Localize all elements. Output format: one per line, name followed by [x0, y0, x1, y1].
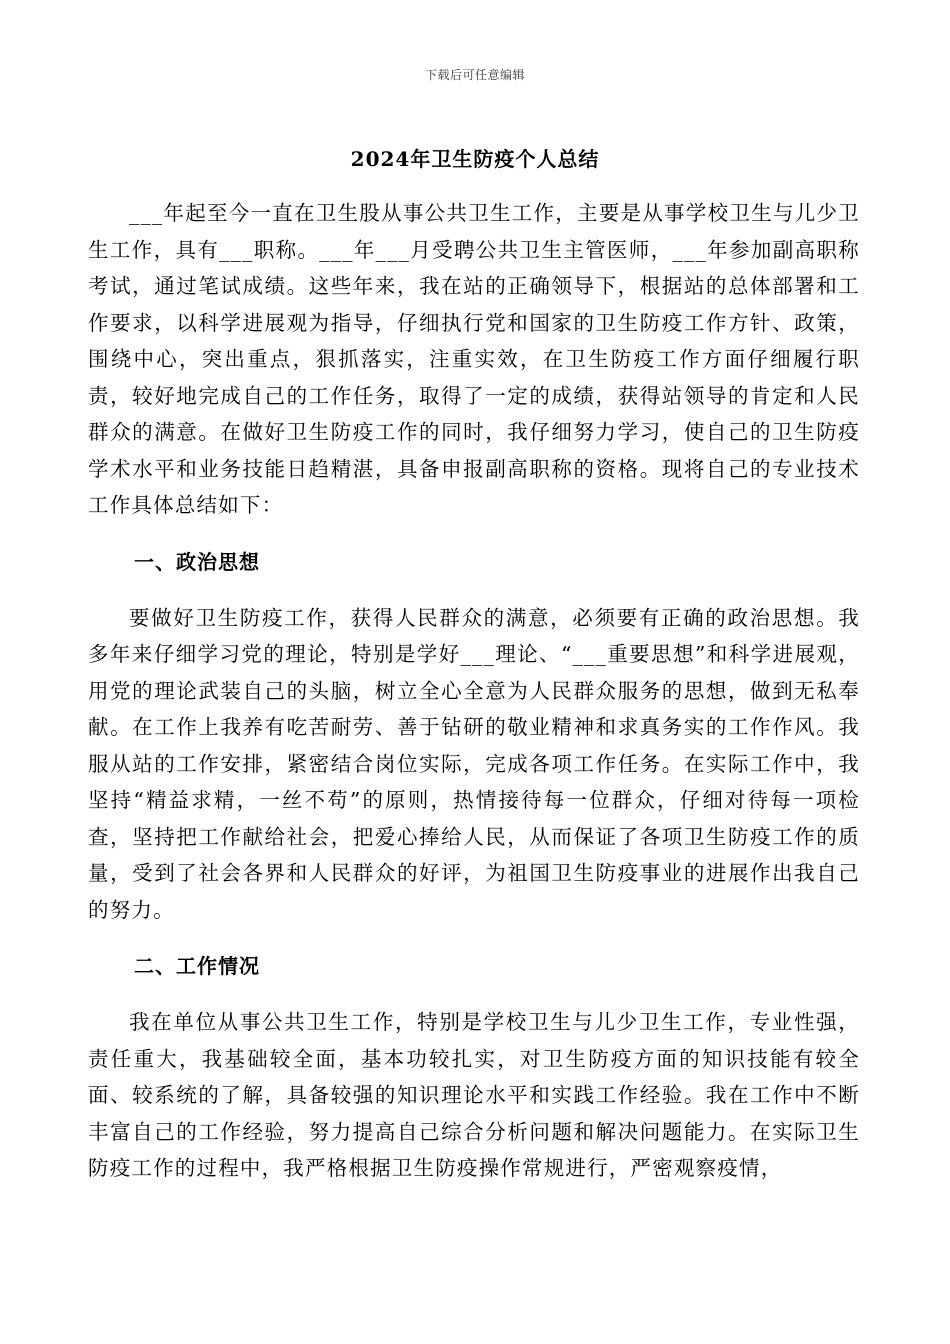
- section-heading-work: 二、工作情况: [134, 954, 260, 978]
- document-title: 2024年卫生防疫个人总结: [350, 147, 600, 171]
- intro-paragraph: ___年起至今一直在卫生股从事公共卫生工作，主要是从事学校卫生与儿少卫生工作，具有___职称。___年___月受聘公共卫生主管医师，___年参加副高职称考试，通过笔试成绩。这些年来，我在站的正确领导下，根据站的总体部署和工作要求，以科学进展观为指导，仔细执行党和国家的卫生防疫工作方针、政策，围绕中心，突出重点，狠抓落实，注重实效，在卫生防疫工作方面仔细履行职责，较好地完成自己的工作任务，取得了一定的成绩，获得站领导的肯定和人民群众的满意。在做好卫生防疫工作的同时，我仔细努力学习，使自己的卫生防疫学术水平和业务技能日趋精湛，具备申报副高职称的资格。现将自己的专业技术工作具体总结如下：: [88, 201, 860, 517]
- document-body: [88, 195, 860, 1187]
- header-note: 下载后可任意编辑: [424, 68, 525, 82]
- section-body-work: 我在单位从事公共卫生工作，特别是学校卫生与儿少卫生工作，专业性强，责任重大，我基础较全面，基本功较扎实，对卫生防疫方面的知识技能有较全面、较系统的了解，具备较强的知识理论水平和实践工作经验。我在工作中不断丰富自己的工作经验，努力提高自己综合分析问题和解决问题能力。在实际卫生防疫工作的过程中，我严格根据卫生防疫操作常规进行，严密观察疫情，: [88, 1010, 860, 1180]
- section-body-politics: 要做好卫生防疫工作，获得人民群众的满意，必须要有正确的政治思想。我多年来仔细学习党的理论，特别是学好___理论、“___重要思想”和科学进展观，用党的理论武装自己的头脑，树立全心全意为人民群众服务的思想，做到无私奉献。在工作上我养有吃苦耐劳、善于钻研的敬业精神和求真务实的工作作风。我服从站的工作安排，紧密结合岗位实际，完成各项工作任务。在实际工作中，我坚持“精益求精，一丝不苟”的原则，热情接待每一位群众，仔细对待每一项检查，坚持把工作献给社会，把爱心捧给人民，从而保证了各项卫生防疫工作的质量，受到了社会各界和人民群众的好评，为祖国卫生防疫事业的进展作出我自己的努力。: [88, 605, 860, 922]
- section-heading-politics: 一、政治思想: [134, 549, 260, 574]
